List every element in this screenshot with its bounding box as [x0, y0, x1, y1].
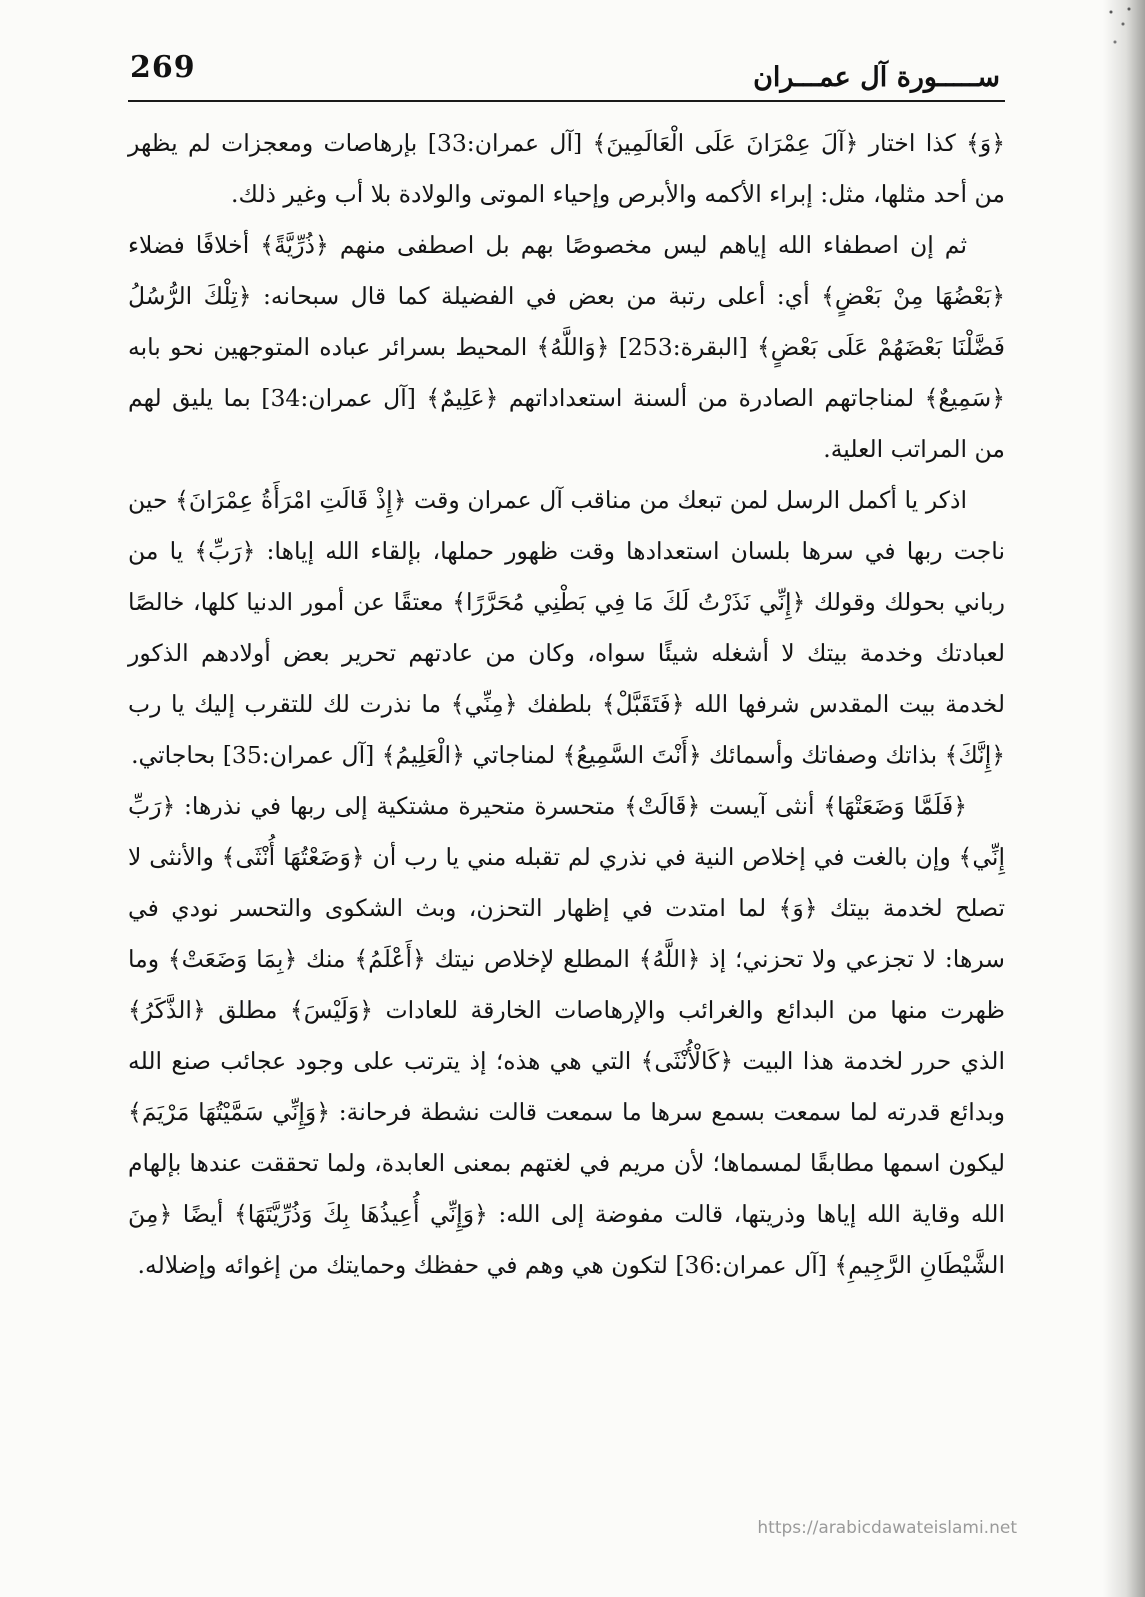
paragraph: اذكر يا أكمل الرسل لمن تبعك من مناقب آل عمران وقت ﴿إِذْ قَالَتِ امْرَأَةُ عِمْرَانَ﴾ حين ناجت ربها في سرها بلسان استعدادها وقت ظهور حملها، بإلقاء الله إياها: ﴿رَبِّ﴾ يا من رباني بحولك وقولك ﴿إِنِّي نَذَرْتُ لَكَ مَا فِي بَطْنِي مُحَرَّرًا﴾ معتقًا عن أمور الدنيا كلها، خالصًا لعبادتك وخدمة بيتك لا أشغله شيئًا سواه، وكان من عادتهم تحرير بعض أولادهم الذكور لخدمة بيت المقدس شرفها الله ﴿فَتَقَبَّلْ﴾ بلطفك ﴿مِنِّي﴾ ما نذرت لك للتقرب إليك يا رب ﴿إِنَّكَ﴾ بذاتك وصفاتك وأسمائك ﴿أَنْتَ السَّمِيعُ﴾ لمناجاتي ﴿الْعَلِيمُ﴾ [آل عمران:35] بحاجاتي.: [128, 486, 1005, 769]
paragraph: ﴿فَلَمَّا وَضَعَتْهَا﴾ أنثى آيست ﴿قَالَتْ﴾ متحسرة متحيرة مشتكية إلى ربها في نذرها: ﴿رَبِّ إِنِّي﴾ وإن بالغت في إخلاص النية في نذري لم تقبله مني يا رب أن ﴿وَضَعْتُهَا أُنْثَى﴾ والأنثى لا تصلح لخدمة بيتك ﴿وَ﴾ لما امتدت في إظهار التحزن، وبث الشكوى والتحسر نودي في سرها: لا تجزعي ولا تحزني؛ إذ ﴿اللَّهُ﴾ المطلع لإخلاص نيتك ﴿أَعْلَمُ﴾ منك ﴿بِمَا وَضَعَتْ﴾ وما ظهرت منها من البدائع والغرائب والإرهاصات الخارقة للعادات ﴿وَلَيْسَ﴾ مطلق ﴿الذَّكَرُ﴾ الذي حرر لخدمة هذا البيت ﴿كَالْأُنْثَى﴾ التي هي هذه؛ إذ يترتب على وجود عجائب صنع الله وبدائع قدرته لما سمعت بسمع سرها ما سمعت قالت نشطة فرحانة: ﴿وَإِنِّي سَمَّيْتُهَا مَرْيَمَ﴾ ليكون اسمها مطابقًا لمسماها؛ لأن مريم في لغتهم بمعنى العابدة، ولما تحققت عندها بإلهام الله وقاية الله إياها وذريتها، قالت مفوضة إلى الله: ﴿وَإِنِّي أُعِيذُهَا بِكَ وَذُرِّيَّتَهَا﴾ أيضًا ﴿مِنَ الشَّيْطَانِ الرَّجِيمِ﴾ [آل عمران:36] لتكون هي وهم في حفظك وحمايتك من إغوائه وإضلاله.: [128, 792, 1005, 1279]
running-head: ســـــورة آل عمـــران: [753, 62, 1000, 93]
body-text: [128, 118, 1005, 1291]
header-rule: [128, 100, 1005, 102]
scan-speckle: [1099, 0, 1139, 60]
watermark-url: https://arabicdawateislami.net: [757, 1518, 1017, 1538]
page-number: 269: [130, 50, 196, 85]
page-edge-shadow: [1103, 0, 1145, 1597]
paragraph: ثم إن اصطفاء الله إياهم ليس مخصوصًا بهم بل اصطفى منهم ﴿ذُرِّيَّةً﴾ أخلافًا فضلاء ﴿بَعْضُهَا مِنْ بَعْضٍ﴾ أي: أعلى رتبة من بعض في الفضيلة كما قال سبحانه: ﴿تِلْكَ الرُّسُلُ فَضَّلْنَا بَعْضَهُمْ عَلَى بَعْضٍ﴾ [البقرة:253] ﴿وَاللَّهُ﴾ المحيط بسرائر عباده المتوجهين نحو بابه ﴿سَمِيعٌ﴾ لمناجاتهم الصادرة من ألسنة استعداداتهم ﴿عَلِيمٌ﴾ [آل عمران:34] بما يليق لهم من المراتب العلية.: [128, 231, 1005, 463]
paragraph: ﴿وَ﴾ كذا اختار ﴿آلَ عِمْرَانَ عَلَى الْعَالَمِينَ﴾ [آل عمران:33] بإرهاصات ومعجزات لم يظهر من أحد مثلها، مثل: إبراء الأكمه والأبرص وإحياء الموتى والولادة بلا أب وغير ذلك.: [128, 129, 1005, 208]
